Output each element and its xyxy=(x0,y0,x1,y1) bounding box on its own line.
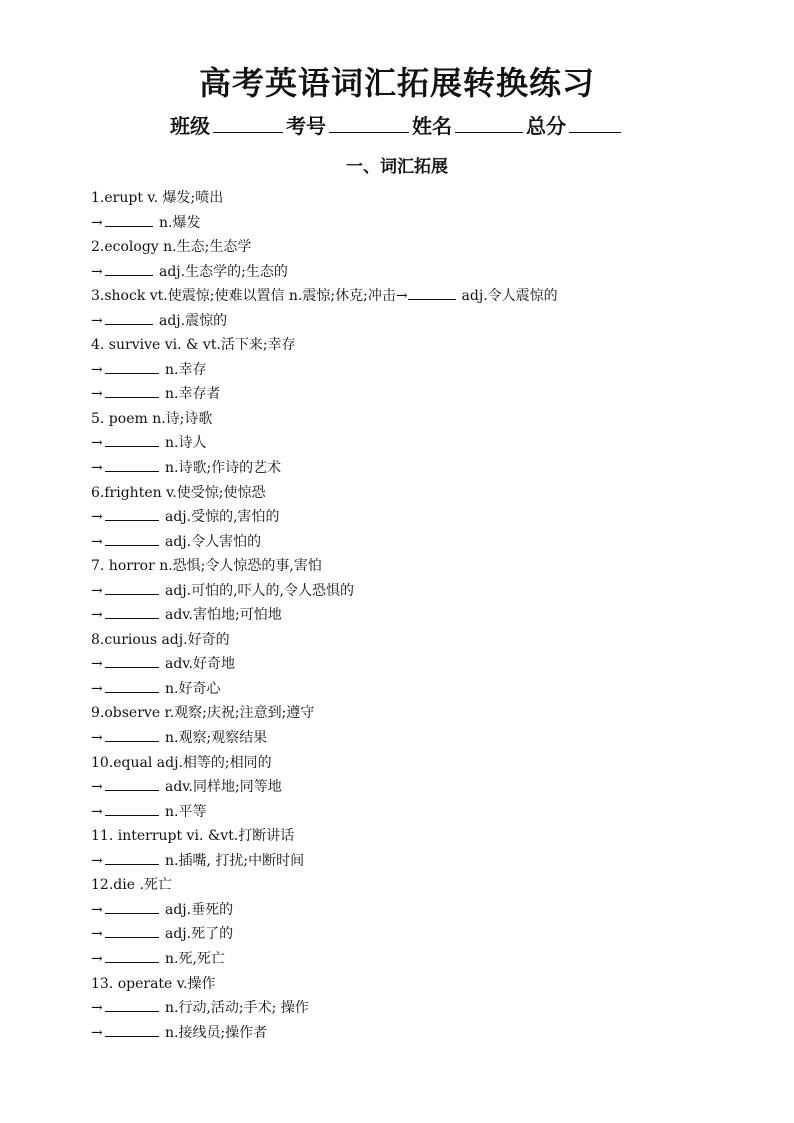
section-heading: 一、词汇拓展 xyxy=(346,157,448,177)
answer-blank[interactable] xyxy=(105,382,159,398)
answer-blank[interactable] xyxy=(105,579,159,595)
answer-hint: adj.受惊的,害怕的 xyxy=(165,509,280,526)
word-entry xyxy=(91,407,741,432)
entry-text: 2.ecology n.生态;生态学 xyxy=(91,239,252,256)
arrow-icon: → xyxy=(91,950,103,967)
answer-hint: n.平等 xyxy=(165,803,207,820)
arrow-icon: → xyxy=(91,1000,103,1017)
answer-blank[interactable] xyxy=(105,898,159,914)
answer-hint: adj.震惊的 xyxy=(159,312,228,329)
number-blank[interactable] xyxy=(329,112,409,133)
entry-text: 8.curious adj.好奇的 xyxy=(91,631,230,648)
arrow-icon: → xyxy=(91,312,103,329)
answer-hint: n.行动,活动;手术; 操作 xyxy=(165,1000,309,1017)
answer-hint: n.插嘴, 打扰;中断时间 xyxy=(165,852,305,869)
answer-line xyxy=(91,358,741,383)
answer-hint: n.爆发 xyxy=(159,214,201,231)
arrow-icon: → xyxy=(91,460,103,477)
entry-text: 5. poem n.诗;诗歌 xyxy=(91,410,213,427)
answer-blank[interactable] xyxy=(105,652,159,668)
answer-line xyxy=(91,505,741,530)
answer-blank[interactable] xyxy=(105,431,159,447)
answer-hint: n.观察;观察结果 xyxy=(165,730,268,747)
entry-text: 11. interrupt vi. &vt.打断讲话 xyxy=(91,828,295,845)
answer-blank[interactable] xyxy=(105,309,153,325)
answer-hint: adj.令人害怕的 xyxy=(165,533,262,550)
arrow-icon: → xyxy=(91,926,103,943)
answer-blank[interactable] xyxy=(105,726,159,742)
answer-line xyxy=(91,1021,741,1046)
answer-blank[interactable] xyxy=(105,775,159,791)
answer-line xyxy=(91,431,741,456)
answer-blank[interactable] xyxy=(105,530,159,546)
answer-line xyxy=(91,652,741,677)
answer-hint: n.幸存者 xyxy=(165,386,221,403)
answer-blank[interactable] xyxy=(105,996,159,1012)
answer-blank[interactable] xyxy=(408,284,456,300)
answer-blank[interactable] xyxy=(105,456,159,472)
answer-line xyxy=(91,800,741,825)
arrow-icon: → xyxy=(91,852,103,869)
page-title: 高考英语词汇拓展转换练习 xyxy=(198,64,595,102)
entry-text: 3.shock vt.使震惊;使难以置信 n.震惊;休克;冲击→ xyxy=(91,288,408,305)
word-entry xyxy=(91,972,741,997)
class-blank[interactable] xyxy=(213,112,283,133)
arrow-icon: → xyxy=(91,386,103,403)
vocabulary-list xyxy=(91,186,741,1045)
word-entry xyxy=(91,186,741,211)
class-label: 班级 xyxy=(170,114,210,138)
word-entry xyxy=(91,284,741,309)
answer-line xyxy=(91,382,741,407)
answer-line xyxy=(91,726,741,751)
arrow-icon: → xyxy=(91,435,103,452)
answer-blank[interactable] xyxy=(105,358,159,374)
score-label: 总分 xyxy=(526,114,566,138)
answer-blank[interactable] xyxy=(105,211,153,227)
answer-blank[interactable] xyxy=(105,947,159,963)
answer-hint: adv.好奇地 xyxy=(165,656,236,673)
arrow-icon: → xyxy=(91,779,103,796)
word-entry xyxy=(91,873,741,898)
answer-line xyxy=(91,260,741,285)
arrow-icon: → xyxy=(91,680,103,697)
answer-hint: adj.垂死的 xyxy=(165,901,234,918)
answer-line xyxy=(91,677,741,702)
word-entry xyxy=(91,628,741,653)
arrow-icon: → xyxy=(91,263,103,280)
answer-hint: adj.生态学的;生态的 xyxy=(159,263,288,280)
answer-hint: n.诗歌;作诗的艺术 xyxy=(165,460,282,477)
entry-text: 9.observe r.观察;庆祝;注意到;遵守 xyxy=(91,705,315,722)
arrow-icon: → xyxy=(91,656,103,673)
answer-blank[interactable] xyxy=(105,849,159,865)
entry-text: 7. horror n.恐惧;令人惊恐的事,害怕 xyxy=(91,558,322,575)
name-blank[interactable] xyxy=(455,112,523,133)
answer-hint: adj.令人震惊的 xyxy=(461,288,558,305)
score-blank[interactable] xyxy=(569,112,621,133)
answer-hint: n.幸存 xyxy=(165,361,207,378)
answer-hint: n.接线员;操作者 xyxy=(165,1024,268,1041)
answer-hint: adj.可怕的,吓人的,令人恐惧的 xyxy=(165,582,354,599)
word-entry xyxy=(91,701,741,726)
answer-line xyxy=(91,947,741,972)
answer-blank[interactable] xyxy=(105,603,159,619)
answer-line xyxy=(91,211,741,236)
arrow-icon: → xyxy=(91,803,103,820)
answer-blank[interactable] xyxy=(105,260,153,276)
student-info-row xyxy=(0,110,794,139)
answer-line xyxy=(91,579,741,604)
entry-text: 1.erupt v. 爆发;喷出 xyxy=(91,190,224,206)
arrow-icon: → xyxy=(91,533,103,550)
word-entry xyxy=(91,333,741,358)
answer-hint: n.好奇心 xyxy=(165,680,221,697)
answer-line xyxy=(91,309,741,334)
arrow-icon: → xyxy=(91,509,103,526)
answer-hint: adv.同样地;同等地 xyxy=(165,779,282,796)
answer-line xyxy=(91,603,741,628)
answer-blank[interactable] xyxy=(105,677,159,693)
name-label: 姓名 xyxy=(412,114,452,138)
answer-line xyxy=(91,922,741,947)
arrow-icon: → xyxy=(91,582,103,599)
answer-line xyxy=(91,775,741,800)
word-entry xyxy=(91,824,741,849)
entry-text: 13. operate v.操作 xyxy=(91,975,216,992)
answer-line xyxy=(91,996,741,1021)
answer-blank[interactable] xyxy=(105,1021,159,1037)
word-entry xyxy=(91,481,741,506)
answer-hint: adj.死了的 xyxy=(165,926,234,943)
answer-hint: n.死,死亡 xyxy=(165,950,225,967)
arrow-icon: → xyxy=(91,901,103,918)
answer-line xyxy=(91,530,741,555)
answer-line xyxy=(91,849,741,874)
answer-hint: adv.害怕地;可怕地 xyxy=(165,607,282,624)
arrow-icon: → xyxy=(91,730,103,747)
answer-blank[interactable] xyxy=(105,922,159,938)
answer-line xyxy=(91,456,741,481)
answer-hint: n.诗人 xyxy=(165,435,207,452)
word-entry xyxy=(91,235,741,260)
arrow-icon: → xyxy=(91,607,103,624)
arrow-icon: → xyxy=(91,1024,103,1041)
entry-text: 6.frighten v.使受惊;使惊恐 xyxy=(91,484,266,501)
answer-line xyxy=(91,898,741,923)
arrow-icon: → xyxy=(91,214,103,231)
answer-blank[interactable] xyxy=(105,505,159,521)
entry-text: 10.equal adj.相等的;相同的 xyxy=(91,754,272,771)
number-label: 考号 xyxy=(286,114,326,138)
entry-text: 12.die .死亡 xyxy=(91,877,172,894)
arrow-icon: → xyxy=(91,361,103,378)
word-entry xyxy=(91,554,741,579)
answer-blank[interactable] xyxy=(105,800,159,816)
word-entry xyxy=(91,751,741,776)
entry-text: 4. survive vi. & vt.活下来;幸存 xyxy=(91,337,296,354)
